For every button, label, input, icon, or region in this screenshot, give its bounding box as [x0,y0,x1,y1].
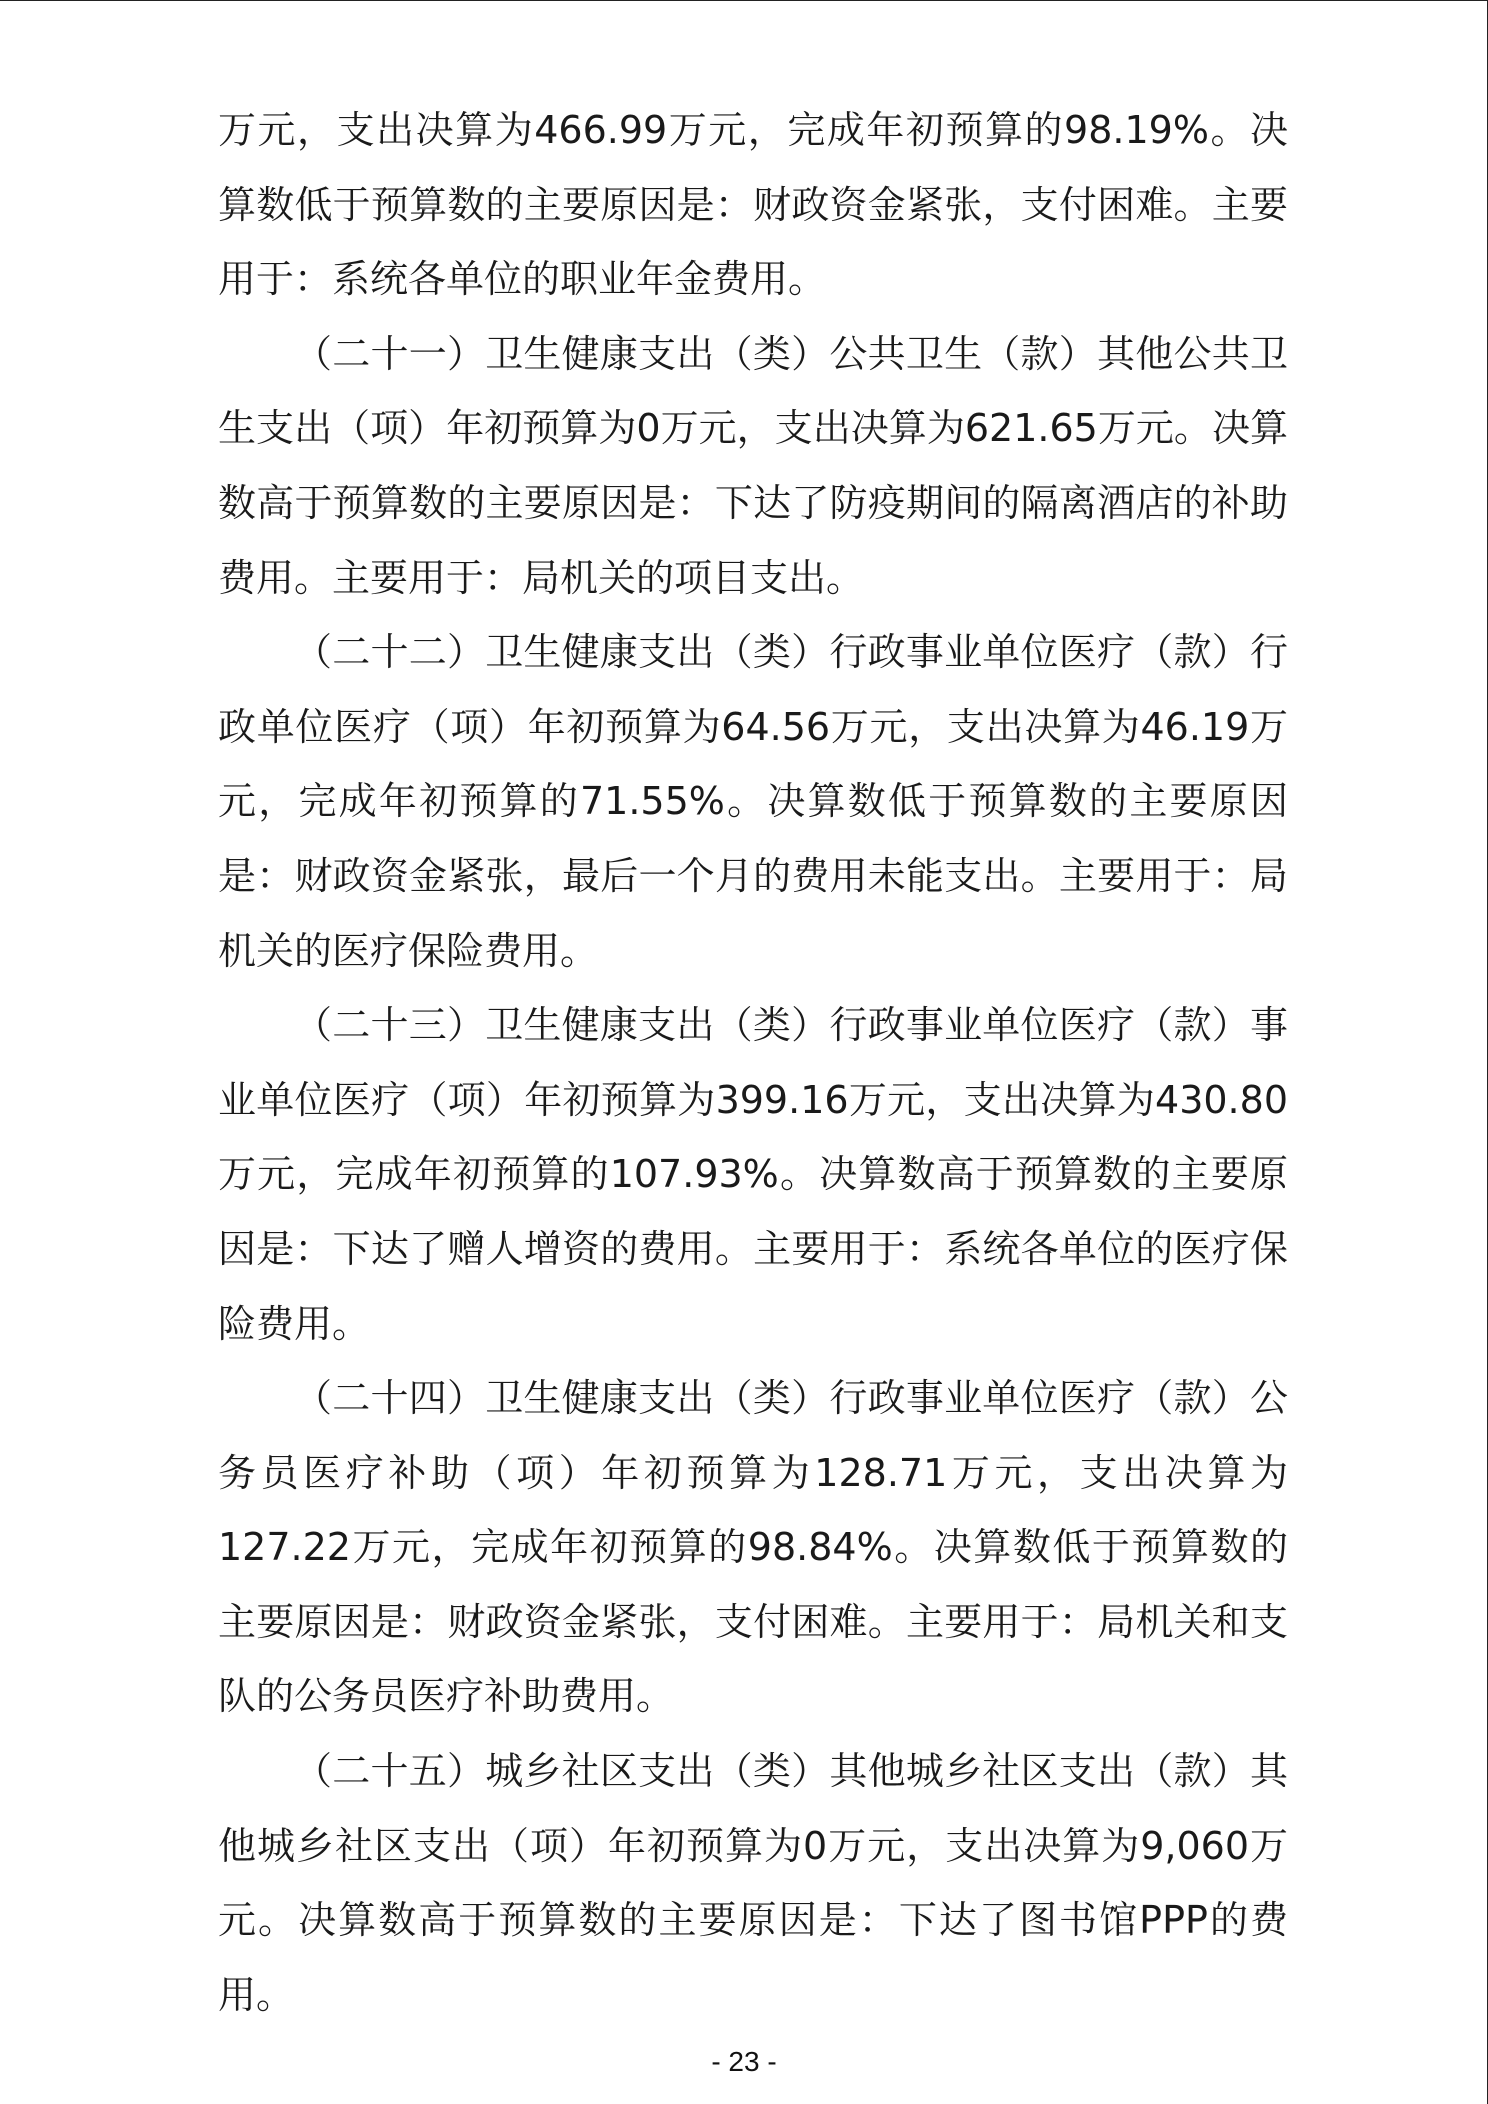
page-number: - 23 - [711,2046,777,2077]
paragraph-item-23: （二十三）卫生健康支出（类）行政事业单位医疗（款）事业单位医疗（项）年初预算为399.16万元，支出决算为430.80万元，完成年初预算的107.93%。决算数高于预算数的主要原因是：下达了赠人增资的费用。主要用于：系统各单位的医疗保险费用。 [218,1003,1288,1346]
document-body [218,93,1288,2032]
paragraph-item-21: （二十一）卫生健康支出（类）公共卫生（款）其他公共卫生支出（项）年初预算为0万元，支出决算为621.65万元。决算数高于预算数的主要原因是：下达了防疫期间的隔离酒店的补助费用。主要用于：局机关的项目支出。 [218,331,1288,600]
paragraph-item-22: （二十二）卫生健康支出（类）行政事业单位医疗（款）行政单位医疗（项）年初预算为64.56万元，支出决算为46.19万元，完成年初预算的71.55%。决算数低于预算数的主要原因是：财政资金紧张，最后一个月的费用未能支出。主要用于：局机关的医疗保险费用。 [218,630,1288,973]
paragraph-item-25: （二十五）城乡社区支出（类）其他城乡社区支出（款）其他城乡社区支出（项）年初预算为0万元，支出决算为9,060万元。决算数高于预算数的主要原因是：下达了图书馆PPP的费用。 [218,1749,1288,2017]
paragraph-item-24: （二十四）卫生健康支出（类）行政事业单位医疗（款）公务员医疗补助（项）年初预算为128.71万元，支出决算为127.22万元，完成年初预算的98.84%。决算数低于预算数的主要原因是：财政资金紧张，支付困难。主要用于：局机关和支队的公务员医疗补助费用。 [218,1376,1288,1719]
paragraph-continuation: 万元，支出决算为466.99万元，完成年初预算的98.19%。决算数低于预算数的主要原因是：财政资金紧张，支付困难。主要用于：系统各单位的职业年金费用。 [218,108,1288,302]
